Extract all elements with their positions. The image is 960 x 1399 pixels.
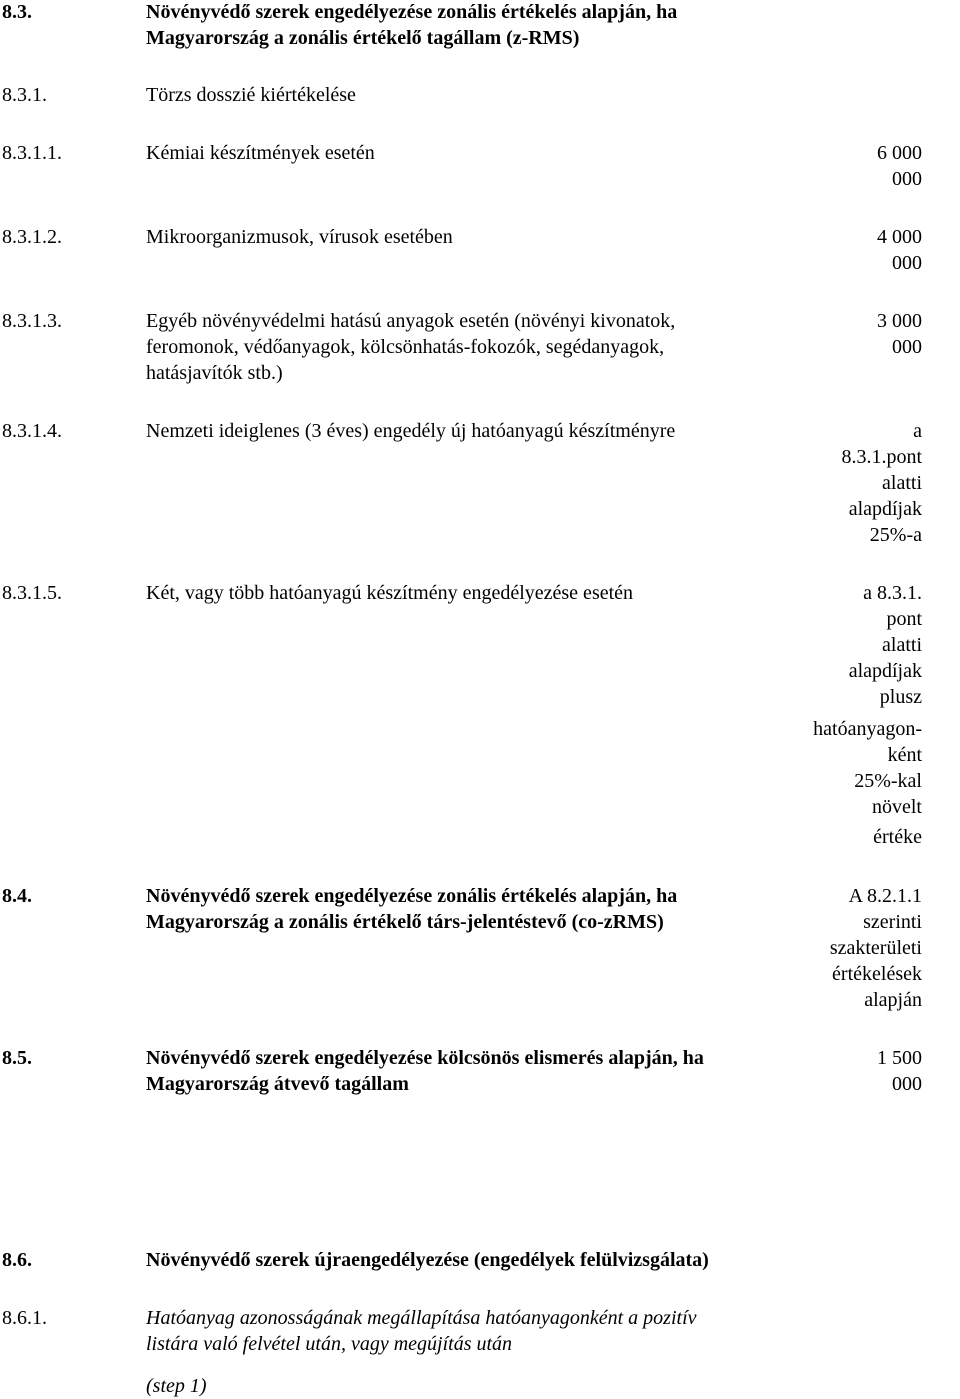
item-text: Törzs dosszié kiértékelése bbox=[146, 84, 356, 106]
item-text: Mikroorganizmusok, vírusok esetében bbox=[146, 226, 453, 248]
section-number: 8.5. bbox=[2, 1047, 32, 1069]
section-title: Növényvédő szerek engedélyezése zonális értékelés alapján, ha Magyarország a zonális értékelő társ-jelentéstevő (co-zRMS) bbox=[146, 885, 678, 933]
item-text: Nemzeti ideiglenes (3 éves) engedély új hatóanyagú készítményre bbox=[146, 420, 676, 442]
section-number: 8.4. bbox=[2, 885, 32, 907]
item-text: Kémiai készítmények esetén bbox=[146, 142, 375, 164]
item-text: Két, vagy több hatóanyagú készítmény engedélyezése esetén bbox=[146, 582, 634, 604]
item-number: 8.3.1.3. bbox=[2, 310, 62, 332]
section-number: 8.6. bbox=[2, 1249, 32, 1271]
item-number: 8.3.1.5. bbox=[2, 582, 62, 604]
item-number: 8.3.1.2. bbox=[2, 226, 62, 248]
section-title: Növényvédő szerek engedélyezése kölcsönös elismerés alapján, ha Magyarország átvevő tagállam bbox=[146, 1047, 704, 1095]
fee-value: a 8.3.1. pont alatti alapdíjak plusz hatóanyagon- ként 25%-kal növelt értéke bbox=[813, 582, 922, 848]
fee-value: 3 000 000 bbox=[877, 310, 922, 358]
item-number: 8.6.1. bbox=[2, 1307, 47, 1329]
fee-value: a 8.3.1.pont alatti alapdíjak 25%-a bbox=[841, 420, 922, 546]
item-text: Egyéb növényvédelmi hatású anyagok esetén (növényi kivonatok, feromonok, védőanyagok, kölcsönhatás-fokozók, segédanyagok, hatásjavítók stb.) bbox=[146, 310, 676, 384]
section-title: Növényvédő szerek engedélyezése zonális értékelés alapján, ha Magyarország a zonális értékelő tagállam (z-RMS) bbox=[146, 1, 678, 49]
step-note: (step 1) bbox=[146, 1375, 207, 1397]
item-text: Hatóanyag azonosságának megállapítása hatóanyagonként a pozitív listára való felvétel után, vagy megújítás után (step 1) bbox=[146, 1305, 846, 1399]
section-title: Növényvédő szerek újraengedélyezése (engedélyek felülvizsgálata) bbox=[146, 1249, 709, 1271]
fee-value: 6 000 000 bbox=[877, 142, 922, 190]
section-number: 8.3. bbox=[2, 1, 32, 23]
item-number: 8.3.1. bbox=[2, 84, 47, 106]
fee-value: A 8.2.1.1 szerinti szakterületi értékelések alapján bbox=[829, 885, 922, 1011]
item-number: 8.3.1.1. bbox=[2, 142, 62, 164]
item-number: 8.3.1.4. bbox=[2, 420, 62, 442]
fee-value: 1 500 000 bbox=[877, 1047, 922, 1095]
fee-value: 4 000 000 bbox=[877, 226, 922, 274]
